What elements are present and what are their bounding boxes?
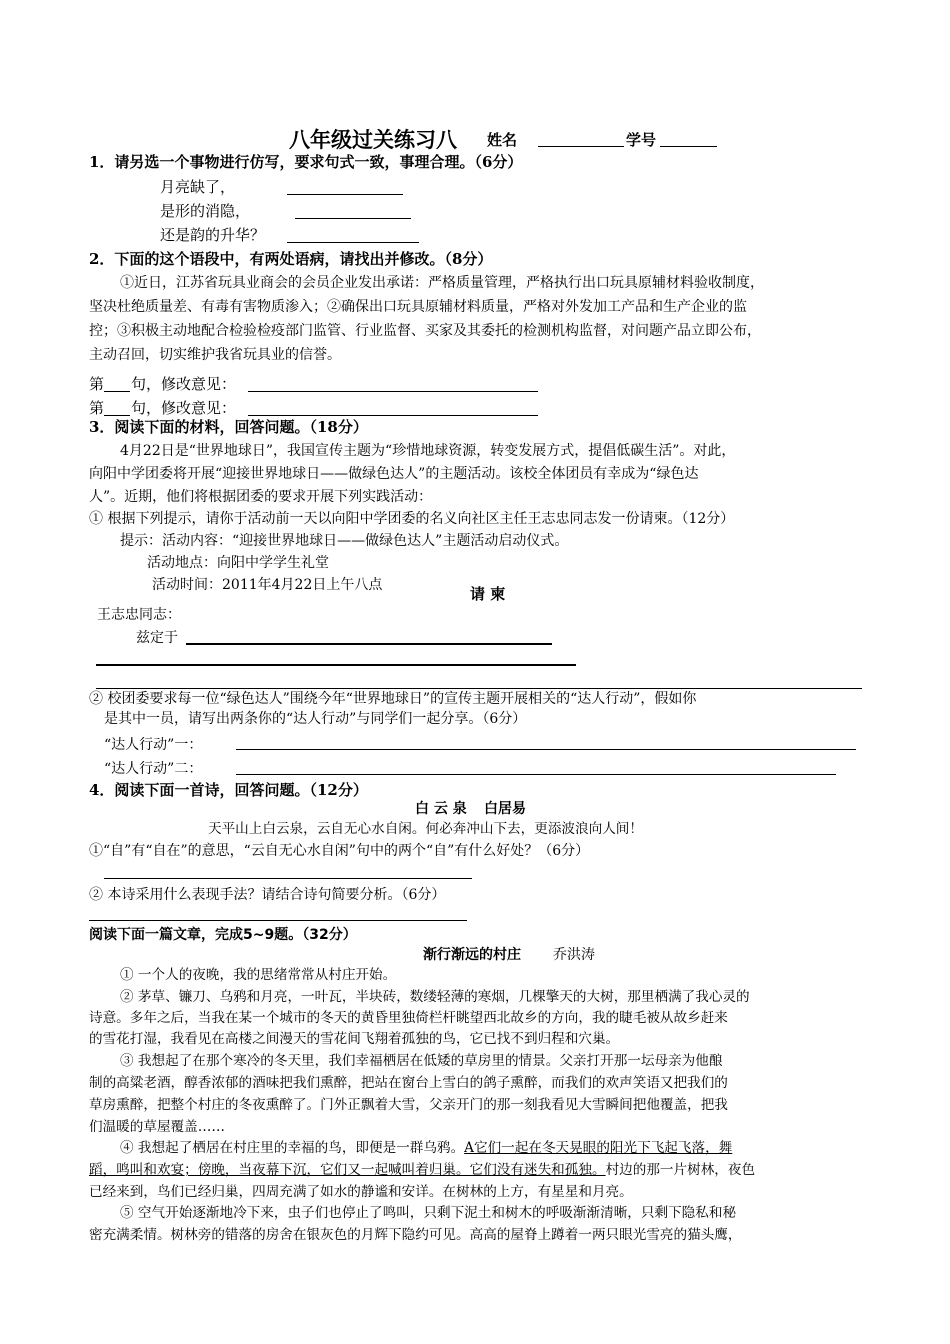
q1-blank-2[interactable] <box>295 218 411 219</box>
name-label: 姓名 <box>487 131 518 149</box>
q3-material-line-3: 人”。近期，他们将根据团委的要求开展下列实践活动： <box>89 489 433 505</box>
q2-answer-1-suffix: 句，修改意见： <box>131 375 237 393</box>
invitation-salutation: 王志忠同志： <box>97 607 181 623</box>
article-line-1: ① 一个人的夜晚，我的思绪常常从村庄开始。 <box>120 967 397 983</box>
invitation-body-start: 兹定于 <box>136 630 178 646</box>
article-p4-start: ④ 我想起了栖居在村庄里的幸福的鸟，即便是一群乌鸦。 <box>120 1140 465 1156</box>
q2-answer-2-suffix: 句，修改意见： <box>131 399 237 417</box>
question-2-heading: 2．下面的这个语段中，有两处语病，请找出并修改。（8分） <box>89 250 493 268</box>
q3-subquestion-2-line-2: 是其中一员，请写出两条你的“达人行动”与同学们一起分享。（6分） <box>104 711 527 727</box>
invitation-title: 请 柬 <box>470 585 506 603</box>
q2-revision-blank-1[interactable] <box>248 391 538 392</box>
q4-answer-blank-1[interactable] <box>104 878 472 879</box>
action-2-blank[interactable] <box>236 774 836 775</box>
article-p4-line-1 <box>120 1137 732 1159</box>
article-p4-rest: 村边的那一片树林，夜色 <box>605 1162 756 1178</box>
invitation-blank-2[interactable] <box>96 664 576 666</box>
article-line-7: 草房熏醉，把整个村庄的冬夜熏醉了。门外正飘着大雪，父亲开门的那一刻我看见大雪瞬间把他覆盖，把我 <box>89 1097 728 1113</box>
q2-paragraph-line-2: 坚决杜绝质量差、有毒有害物质渗入；②确保出口玩具原辅材料质量，严格对外发加工产品和生产企业的监 <box>89 299 747 315</box>
q2-paragraph-line-3: 控；③积极主动地配合检验检疫部门监管、行业监督、买家及其委托的检测机构监督，对问题产品立即公布， <box>89 323 761 339</box>
article-line-8: 们温暖的草屋覆盖…… <box>89 1119 225 1135</box>
q3-subquestion-1: ① 根据下列提示，请你于活动前一天以向阳中学团委的名义向社区主任王志忠同志发一份请柬。（12分） <box>89 511 735 527</box>
q2-paragraph-line-4: 主动召回，切实维护我省玩具业的信誉。 <box>89 347 341 363</box>
article-p5-line-2: 密充满柔情。树林旁的错落的房舍在银灰色的月辉下隐约可见。高高的屋脊上蹲着一两只眼光雪亮的猫头鹰， <box>89 1227 742 1243</box>
article-line-3: 诗意。多年之后，当我在某一个城市的冬天的黄昏里独倚栏杆眺望西北故乡的方向，我的睫毛被从故乡赶来 <box>89 1010 728 1026</box>
action-2-label: “达人行动”二： <box>104 761 203 777</box>
action-1-label: “达人行动”一： <box>104 737 203 753</box>
question-1-heading: 1．请另选一个事物进行仿写，要求句式一致，事理合理。（6分） <box>89 153 523 171</box>
article-underlined-sentence-a-cont: 蹈，鸣叫和欢宴；傍晚，当夜幕下沉，它们又一起喊叫着归巢。它们没有迷失和孤独。 <box>89 1162 606 1178</box>
poem-text: 天平山上白云泉，云自无心水自闲。何必奔冲山下去，更添波浪向人间！ <box>208 821 643 837</box>
student-id-blank[interactable] <box>660 146 717 147</box>
article-author: 乔洪涛 <box>553 947 595 963</box>
q1-blank-3[interactable] <box>287 242 419 243</box>
q1-blank-1[interactable] <box>287 194 403 195</box>
q3-hint-time: 活动时间：2011年4月22日上午八点 <box>152 577 383 593</box>
q4-subquestion-2: ② 本诗采用什么表现手法？请结合诗句简要分析。（6分） <box>89 887 446 903</box>
name-blank[interactable] <box>538 146 624 147</box>
page-title: 八年级过关练习八 <box>289 128 457 152</box>
article-line-6: 制的高粱老酒，醇香浓郁的酒味把我们熏醉，把站在窗台上雪白的鸽子熏醉，而我们的欢声笑语又把我们的 <box>89 1075 728 1091</box>
q2-answer-2-prefix: 第 <box>89 399 105 417</box>
q1-line-3: 还是韵的升华？ <box>160 226 266 244</box>
q3-hint-content: 提示：活动内容：“迎接世界地球日——做绿色达人”主题活动启动仪式。 <box>120 533 569 549</box>
article-p4-line-2 <box>89 1159 755 1181</box>
article-line-2: ② 茅草、镰刀、乌鸦和月亮，一叶瓦，半块砖，数缕轻薄的寒烟，几棵擎天的大树，那里栖满了我心灵的 <box>120 989 750 1005</box>
invitation-blank-1[interactable] <box>186 643 552 645</box>
question-3-heading: 3．阅读下面的材料，回答问题。（18分） <box>89 418 368 436</box>
article-line-4: 的雪花打湿，我看见在高楼之间漫天的雪花间飞翔着孤独的鸟，它已找不到归程和穴巢。 <box>89 1031 620 1047</box>
reading-heading: 阅读下面一篇文章，完成5~9题。（32分） <box>89 927 357 943</box>
q1-line-2: 是形的消隐， <box>160 202 251 220</box>
article-p4-line-3: 已经来到，鸟们已经归巢，四周充满了如水的静谧和安详。在树林的上方，有星星和月亮。 <box>89 1184 633 1200</box>
poem-title: 白 云 泉 <box>415 801 467 817</box>
q2-paragraph-line-1: ①近日，江苏省玩具业商会的会员企业发出承诺：严格质量管理，严格执行出口玩具原辅材料验收制度， <box>120 275 764 291</box>
question-4-heading: 4．阅读下面一首诗，回答问题。（12分） <box>89 781 368 799</box>
q4-subquestion-1: ①“自”有“自在”的意思，“云自无心水自闲”句中的两个“自”有什么好处？（6分） <box>89 843 590 859</box>
student-id-label: 学号 <box>626 131 657 149</box>
q1-line-1: 月亮缺了， <box>160 178 236 196</box>
q3-hint-location: 活动地点：向阳中学学生礼堂 <box>147 555 329 571</box>
q2-answer-1-prefix: 第 <box>89 375 105 393</box>
action-1-blank[interactable] <box>236 749 856 750</box>
article-p5-line-1: ⑤ 空气开始逐渐地冷下来，虫子们也停止了鸣叫，只剩下泥土和树木的呼吸渐渐清晰，只剩下隐私和秘 <box>120 1205 737 1221</box>
article-underlined-sentence-a: A它们一起在冬天晃眼的阳光下飞起飞落，舞 <box>464 1140 733 1156</box>
article-title: 渐行渐远的村庄 <box>423 947 521 963</box>
q3-subquestion-2-line-1: ② 校团委要求每一位“绿色达人”围绕今年“世界地球日”的宣传主题开展相关的“达人行动”，假如你 <box>89 691 697 707</box>
article-line-5: ③ 我想起了在那个寒冷的冬天里，我们幸福栖居在低矮的草房里的情景。父亲打开那一坛母亲为他酿 <box>120 1053 723 1069</box>
q2-sentence-number-blank-1[interactable] <box>104 391 130 392</box>
poem-author: 白居易 <box>484 801 526 817</box>
q3-material-line-2: 向阳中学团委将开展“迎接世界地球日——做绿色达人”的主题活动。该校全体团员有幸成为“绿色达 <box>89 466 699 482</box>
q3-material-line-1: 4月22日是“世界地球日”，我国宣传主题为“珍惜地球资源，转变发展方式，提倡低碳生活”。对此， <box>120 443 736 459</box>
q4-answer-blank-2[interactable] <box>89 920 467 921</box>
